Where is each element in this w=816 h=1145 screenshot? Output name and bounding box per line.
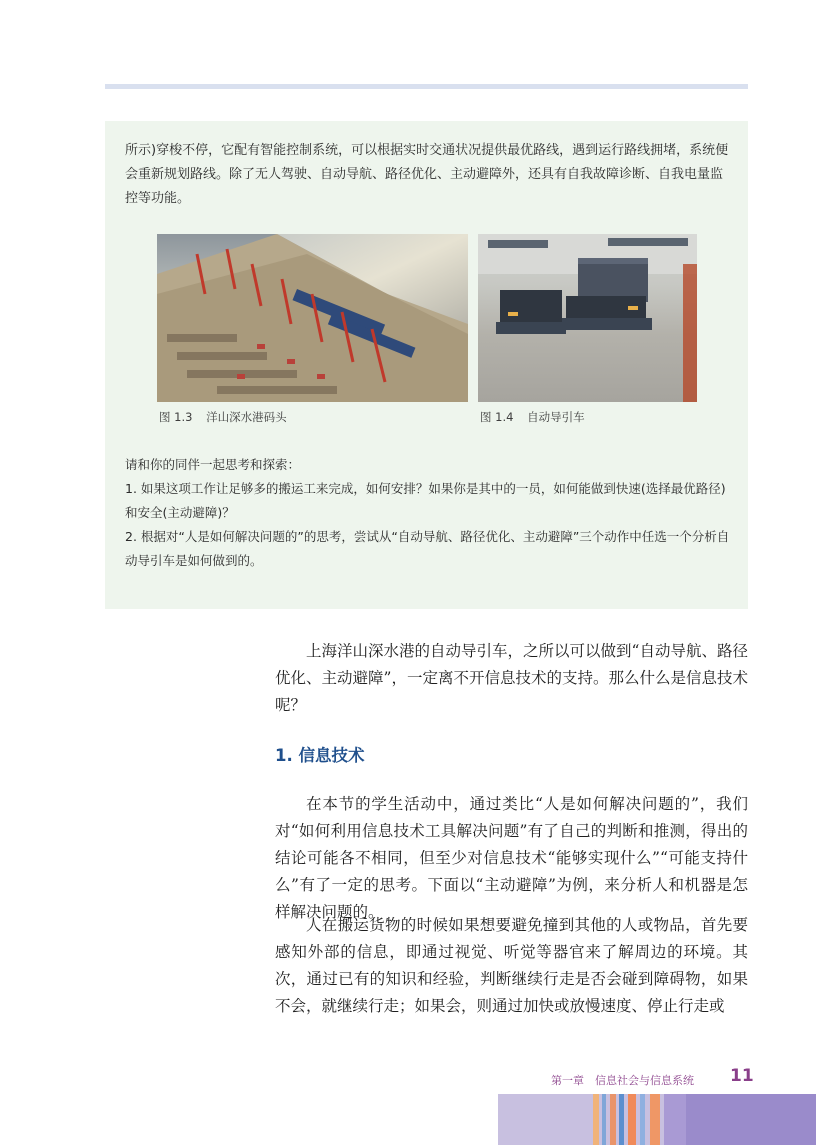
figure-caption-1 [159,409,287,425]
running-footer: 第一章 信息社会与信息系统 [551,1074,694,1087]
activity-prompt: 请和你的同伴一起思考和探索： [125,457,301,472]
agv-illustration [478,234,697,402]
activity-intro: 所示)穿梭不停，它配有智能控制系统，可以根据实时交通状况提供最优路线，遇到运行路线拥堵，系统便会重新规划路线。除了无人驾驶、自动导航、路径优化、主动避障外，还具有自我故障诊断、自我电量监控等功能。 [125,143,729,206]
figure-number: 图 1.4 [480,410,514,424]
figure-title: 自动导引车 [527,410,585,424]
agv-photo [478,234,697,402]
figure-title: 洋山深水港码头 [206,410,287,424]
question-2: 2. 根据对“人是如何解决问题的”的思考，尝试从“自动导航、路径优化、主动避障”三个动作中任选一个分析自动导引车是如何做到的。 [125,529,730,568]
question-1: 1. 如果这项工作让足够多的搬运工来完成，如何安排？如果你是其中的一员，如何能做到快速(选择最优路径)和安全(主动避障)？ [125,481,726,520]
figure-caption-2 [480,409,585,425]
activity-box [105,121,748,609]
top-rule [105,84,748,89]
section-heading: 1. 信息技术 [275,746,365,765]
body-paragraph-3: 人在搬运货物的时候如果想要避免撞到其他的人或物品，首先要感知外部的信息，即通过视觉、听觉等器官来了解周边的环境。其次，通过已有的知识和经验，判断继续行走是否会碰到障碍物，如果不会，就继续行走；如果会，则通过加快或放慢速度、停止行走或 [275,916,748,1015]
port-photo [157,234,468,402]
port-illustration [157,234,468,402]
body-paragraph-1: 上海洋山深水港的自动导引车，之所以可以做到“自动导航、路径优化、主动避障”，一定离不开信息技术的支持。那么什么是信息技术呢？ [275,642,748,714]
page-number: 11 [730,1066,754,1086]
figure-number: 图 1.3 [159,410,193,424]
body-paragraph-2: 在本节的学生活动中，通过类比“人是如何解决问题的”，我们对“如何利用信息技术工具解决问题”有了自己的判断和推测，得出的结论可能各不相同，但至少对信息技术“能够实现什么”“可能支持什么”有了一定的思考。下面以“主动避障”为例，来分析人和机器是怎样解决问题的。 [275,795,748,921]
footer-color-band [498,1094,816,1145]
